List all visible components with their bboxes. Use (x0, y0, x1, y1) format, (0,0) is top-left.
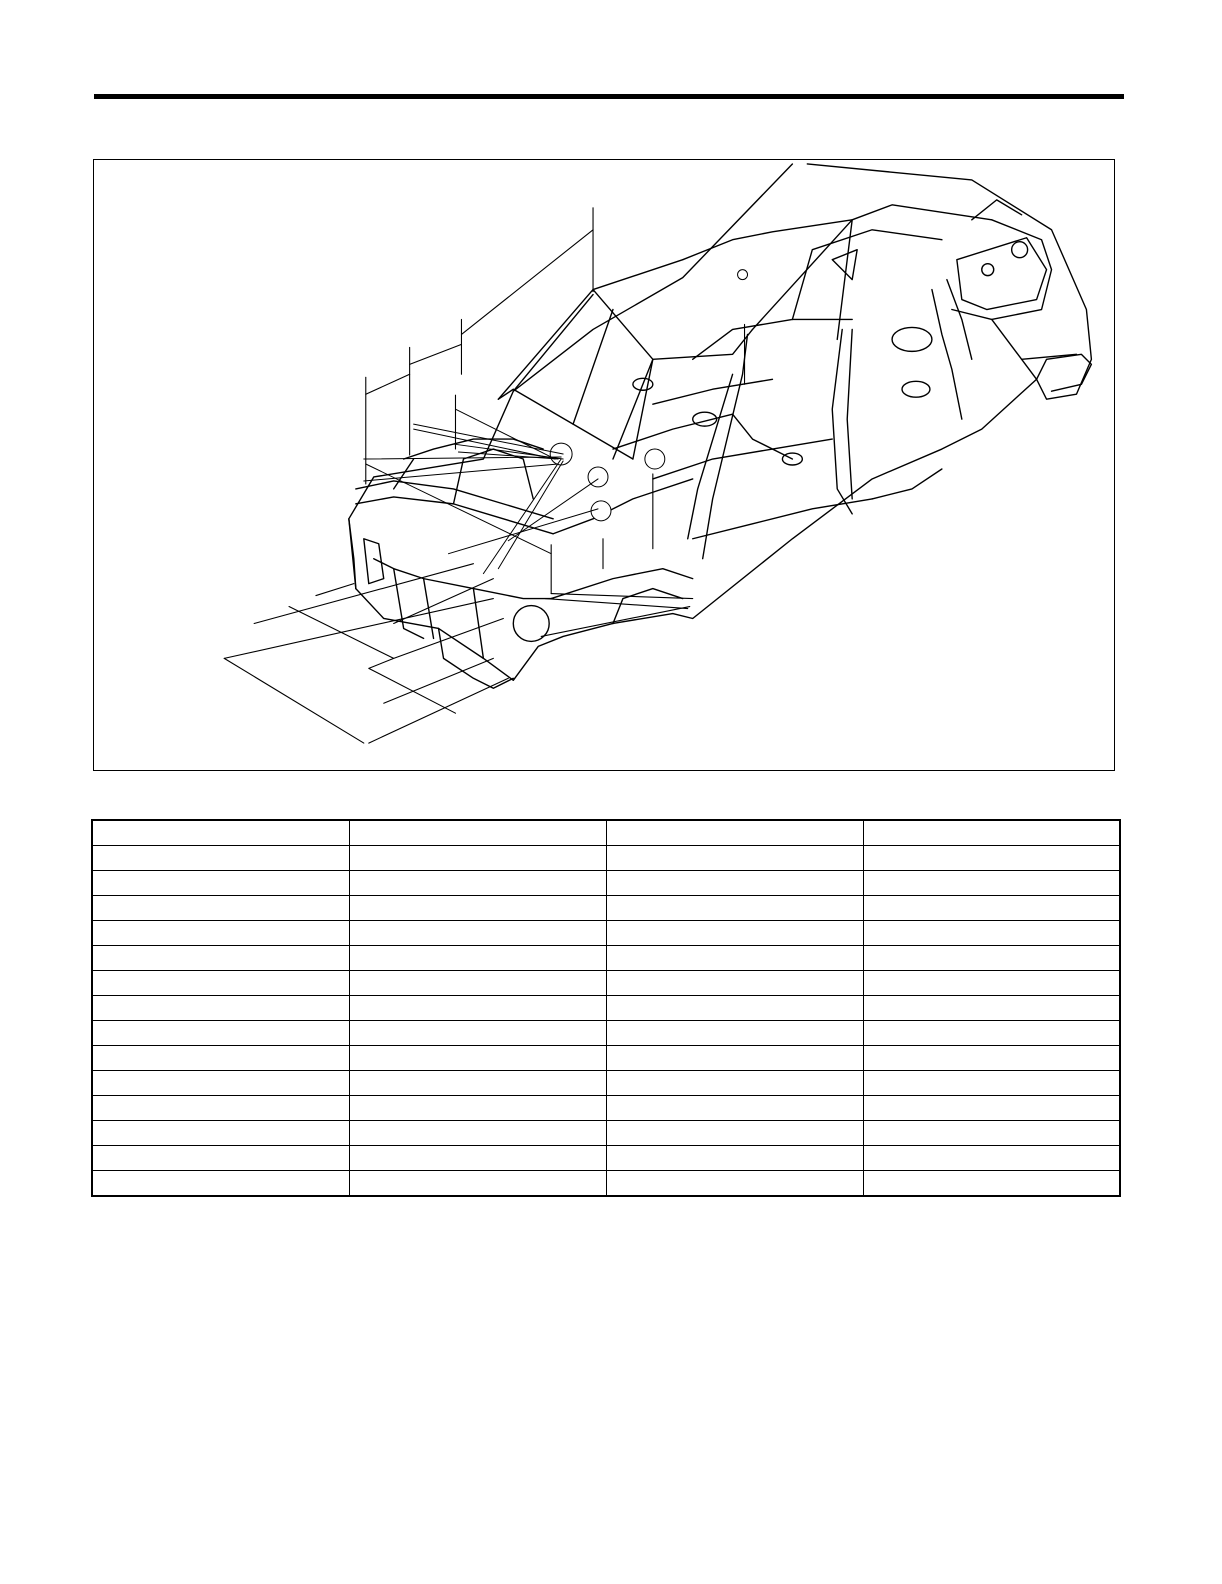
table-cell (92, 820, 349, 846)
body-outline (349, 164, 1092, 680)
table-cell (349, 946, 606, 971)
table-cell (349, 1146, 606, 1171)
table-cell (92, 1021, 349, 1046)
table-cell (349, 1046, 606, 1071)
table-cell (606, 871, 863, 896)
table-cell (606, 1121, 863, 1146)
table-cell (606, 1096, 863, 1121)
table-cell (606, 1071, 863, 1096)
vehicle-body-drawing (94, 160, 1114, 770)
table-cell (606, 846, 863, 871)
table-cell (863, 1121, 1120, 1146)
windshield-frame (498, 295, 652, 459)
table-row (92, 820, 1120, 846)
table-cell (349, 1096, 606, 1121)
table-cell (92, 1071, 349, 1096)
table-row (92, 996, 1120, 1021)
table-row (92, 971, 1120, 996)
table-row (92, 1146, 1120, 1171)
table-row (92, 1071, 1120, 1096)
dimension-lines (224, 208, 744, 743)
table-cell (606, 946, 863, 971)
table-cell (863, 1021, 1120, 1046)
table-cell (92, 846, 349, 871)
table-cell (863, 871, 1120, 896)
table-cell (863, 1171, 1120, 1197)
table-cell (92, 871, 349, 896)
table-cell (92, 1096, 349, 1121)
table-cell (606, 996, 863, 1021)
table-cell (863, 1096, 1120, 1121)
table-cell (349, 1071, 606, 1096)
body-dimension-figure (93, 159, 1115, 771)
table-row (92, 946, 1120, 971)
table-row (92, 1021, 1120, 1046)
table-cell (863, 846, 1120, 871)
table-row (92, 1096, 1120, 1121)
roof-and-pillars (498, 205, 1051, 559)
table-cell (92, 921, 349, 946)
table-cell (863, 1071, 1120, 1096)
table-cell (606, 820, 863, 846)
table-cell (349, 871, 606, 896)
table-cell (863, 1146, 1120, 1171)
table-cell (349, 921, 606, 946)
table-cell (92, 1171, 349, 1197)
table-cell (863, 896, 1120, 921)
table-cell (606, 896, 863, 921)
floor-pan (613, 230, 942, 539)
table-cell (863, 971, 1120, 996)
leader-lines (364, 409, 598, 573)
table-row (92, 1171, 1120, 1197)
table-row (92, 846, 1120, 871)
table-cell (349, 846, 606, 871)
table-cell (349, 1121, 606, 1146)
table-cell (606, 921, 863, 946)
table-row (92, 921, 1120, 946)
table-cell (863, 946, 1120, 971)
table-row (92, 871, 1120, 896)
table-row (92, 896, 1120, 921)
table-cell (349, 1021, 606, 1046)
table-cell (606, 1046, 863, 1071)
table-cell (92, 946, 349, 971)
table-cell (92, 996, 349, 1021)
table-cell (863, 996, 1120, 1021)
specification-table-body (92, 820, 1120, 1196)
table-cell (606, 1171, 863, 1197)
table-cell (349, 971, 606, 996)
table-cell (863, 921, 1120, 946)
table-cell (349, 1171, 606, 1197)
table-cell (349, 820, 606, 846)
specification-table (91, 819, 1121, 1197)
table-cell (863, 1046, 1120, 1071)
front-structure (356, 439, 693, 688)
table-cell (92, 1146, 349, 1171)
rear-structure (972, 200, 1092, 391)
table-cell (349, 996, 606, 1021)
table-cell (92, 1046, 349, 1071)
table-row (92, 1046, 1120, 1071)
table-cell (863, 820, 1120, 846)
table-row (92, 1121, 1120, 1146)
table-cell (92, 971, 349, 996)
table-cell (92, 1121, 349, 1146)
header-rule (94, 94, 1124, 99)
table-cell (606, 1021, 863, 1046)
table-cell (606, 971, 863, 996)
table-cell (349, 896, 606, 921)
table-cell (606, 1146, 863, 1171)
measurement-points (550, 270, 747, 521)
table-cell (92, 896, 349, 921)
